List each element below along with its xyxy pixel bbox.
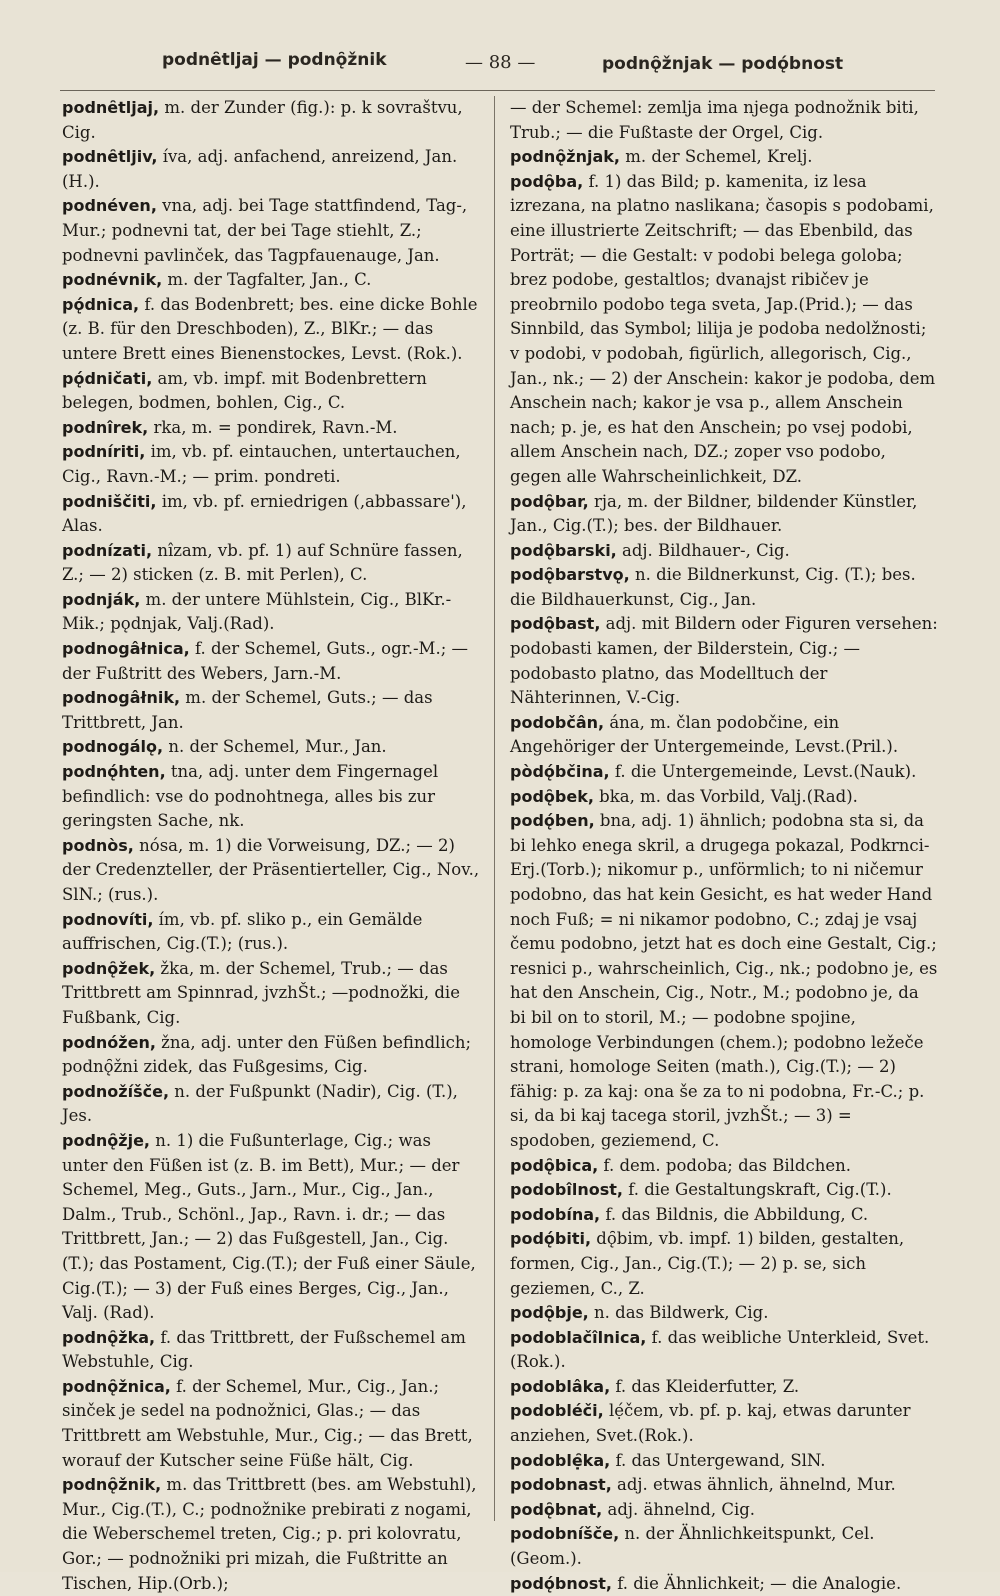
running-header bbox=[0, 50, 1000, 90]
header-rule bbox=[60, 90, 935, 91]
entry-headword: podobčân, bbox=[510, 712, 605, 732]
entry-headword: podobína, bbox=[510, 1204, 601, 1224]
dictionary-entry bbox=[62, 268, 480, 293]
entry-headword: podǫ̑bek, bbox=[510, 786, 594, 806]
entry-headword: podníriti, bbox=[62, 442, 146, 462]
entry-headword: podnǫ̑žje, bbox=[62, 1130, 151, 1150]
dictionary-entry bbox=[62, 145, 480, 194]
entry-definition: adj. etwas ähnlich, ähnelnd, Mur. bbox=[611, 1475, 896, 1495]
dictionary-entry bbox=[510, 1154, 938, 1179]
entry-headword: podnovíti, bbox=[62, 909, 154, 929]
entry-headword: podnǫ̑žnica, bbox=[62, 1376, 171, 1396]
entry-definition: žka, m. der Schemel, Trub.; — das Trittbrett am Spinnrad, jvzhŠt.; —podnožki, die Fußbank, Cig. bbox=[62, 958, 460, 1027]
entry-headword: podnǫ́hten, bbox=[62, 762, 166, 782]
entry-headword: podǫ́biti, bbox=[510, 1229, 592, 1249]
entry-headword: pòdǫ́bčina, bbox=[510, 762, 610, 782]
entry-headword: podnják, bbox=[62, 589, 141, 609]
entry-headword: podnogâłnik, bbox=[62, 688, 181, 708]
entry-definition: m. der Schemel, Krelj. bbox=[619, 147, 813, 167]
entry-definition: dǫ̑bim, vb. impf. 1) bilden, gestalten, formen, Cig., Jan., Cig.(T.); — 2) p. se, sich geziemen, C., Z. bbox=[510, 1229, 905, 1298]
entry-headword: podnǫ̑žnik, bbox=[62, 1475, 162, 1495]
entry-headword: podǫ̑ba, bbox=[510, 171, 584, 191]
dictionary-entry bbox=[510, 490, 938, 539]
entry-headword: podnîrek, bbox=[62, 417, 149, 437]
entry-definition: rka, m. = pondirek, Ravn.-M. bbox=[148, 417, 398, 437]
entry-definition: n. der Ähnlichkeitspunkt, Cel. (Geom.). bbox=[510, 1524, 875, 1569]
dictionary-entry bbox=[510, 1572, 938, 1596]
entry-headword: podobléči, bbox=[510, 1401, 604, 1421]
dictionary-entry bbox=[510, 785, 938, 810]
dictionary-entry bbox=[62, 1031, 480, 1080]
entry-headword: podoblâka, bbox=[510, 1376, 611, 1396]
dictionary-entry bbox=[510, 1227, 938, 1301]
entry-definition: f. das Kleiderfutter, Z. bbox=[610, 1376, 800, 1396]
entry-definition: m. der Zunder (fig.): p. k sovraštvu, Cig. bbox=[62, 98, 463, 142]
entry-headword: podnǫ̑žek, bbox=[62, 958, 156, 978]
dictionary-entry bbox=[510, 145, 938, 170]
entry-definition: ána, m. član podobčine, ein Angehöriger der Untergemeinde, Levst.(Pril.). bbox=[510, 712, 899, 757]
entry-definition: tna, adj. unter dem Fingernagel befindlich: vse do podnohtnega, alles bis zur geringsten Sache, nk. bbox=[62, 762, 439, 831]
dictionary-entry bbox=[62, 1326, 480, 1375]
column-divider bbox=[494, 96, 495, 1521]
dictionary-entry bbox=[62, 194, 480, 268]
dictionary-entry bbox=[510, 563, 938, 612]
header-left-guide-words: podnȇtljaj — podnǫ̑žnik bbox=[162, 50, 387, 70]
dictionary-entry bbox=[510, 1449, 938, 1474]
dictionary-entry bbox=[62, 96, 480, 145]
dictionary-entry bbox=[62, 440, 480, 489]
dictionary-entry bbox=[510, 1375, 938, 1400]
dictionary-entry bbox=[62, 735, 480, 760]
dictionary-entry bbox=[62, 908, 480, 957]
dictionary-entry bbox=[510, 96, 938, 145]
entry-headword: pǫ́dničati, bbox=[62, 368, 153, 388]
entry-definition: adj. Bildhauer-, Cig. bbox=[616, 540, 790, 560]
entry-headword: podǫ̑bnat, bbox=[510, 1499, 603, 1519]
dictionary-entry bbox=[510, 1473, 938, 1498]
entry-definition: n. der Fußpunkt (Nadir), Cig. (T.), Jes. bbox=[62, 1081, 458, 1126]
entry-headword: podnízati, bbox=[62, 540, 153, 560]
entry-definition: f. das Trittbrett, der Fußschemel am Webstuhle, Cig. bbox=[62, 1327, 466, 1372]
dictionary-entry bbox=[62, 760, 480, 834]
entry-headword: podnogâłnica, bbox=[62, 639, 190, 659]
entry-headword: podnȇtljaj, bbox=[62, 98, 160, 117]
entry-headword: podnožíšče, bbox=[62, 1081, 170, 1101]
entry-headword: podoblẹ̑ka, bbox=[510, 1450, 611, 1470]
entry-definition: m. das Trittbrett (bes. am Webstuhl), Mur., Cig.(T.), C.; podnožnike prebirati z nogami, die Weberschemel treten, Cig.; p. pri kolovratu, Gor.; — podnožniki pri mizah, die Fußtritte an Tischen, Hip.(Orb.); bbox=[62, 1475, 477, 1593]
entry-headword: podnévnik, bbox=[62, 270, 163, 290]
entry-definition: íva, adj. anfachend, anreizend, Jan. (H.). bbox=[62, 147, 458, 191]
entry-definition: f. die Untergemeinde, Levst.(Nauk). bbox=[609, 762, 917, 782]
entry-headword: podnǫ̑žka, bbox=[62, 1327, 156, 1347]
entry-headword: podobníšče, bbox=[510, 1524, 620, 1544]
entry-definition: f. die Gestaltungskraft, Cig.(T.). bbox=[622, 1180, 892, 1200]
dictionary-entry bbox=[62, 1375, 480, 1473]
entry-definition: f. die Ähnlichkeit; — die Analogie. bbox=[611, 1573, 902, 1593]
entry-definition: adj. ähnelnd, Cig. bbox=[602, 1499, 756, 1519]
entry-definition: am, vb. impf. mit Bodenbrettern belegen, bodmen, bohlen, Cig., C. bbox=[62, 368, 427, 413]
entry-headword: podnòs, bbox=[62, 835, 134, 855]
dictionary-entry bbox=[62, 293, 480, 367]
dictionary-entry bbox=[510, 1498, 938, 1523]
dictionary-entry bbox=[510, 1326, 938, 1375]
dictionary-entry bbox=[62, 1473, 480, 1596]
entry-definition: m. der untere Mühlstein, Cig., BlKr.-Mik.; pǫdnjak, Valj.(Rad). bbox=[62, 589, 452, 634]
dictionary-entry bbox=[62, 637, 480, 686]
entry-definition: rja, m. der Bildner, bildender Künstler, Jan., Cig.(T.); bes. der Bildhauer. bbox=[510, 491, 918, 536]
right-column bbox=[510, 96, 938, 1593]
entry-headword: podniščiti, bbox=[62, 491, 157, 511]
entry-definition: f. das Untergewand, SlN. bbox=[610, 1450, 826, 1470]
dictionary-entry bbox=[510, 711, 938, 760]
dictionary-entry bbox=[62, 416, 480, 441]
dictionary-entry bbox=[510, 1178, 938, 1203]
dictionary-entry bbox=[510, 612, 938, 710]
entry-headword: podǫ̑bica, bbox=[510, 1155, 599, 1175]
entry-definition: m. der Tagfalter, Jan., C. bbox=[162, 270, 372, 290]
entry-definition: — der Schemel: zemlja ima njega podnožnik biti, Trub.; — die Fußtaste der Orgel, Cig. bbox=[510, 98, 919, 142]
entry-definition: adj. mit Bildern oder Figuren versehen: podobasti kamen, der Bilderstein, Cig.; — podobasto platno, das Modelltuch der Nähterinnen, V.-Cig. bbox=[510, 614, 938, 708]
entry-headword: podnȇtljiv, bbox=[62, 147, 158, 167]
entry-definition: žna, adj. unter den Füßen befindlich; podnǫ̑žni zidek, das Fußgesims, Cig. bbox=[62, 1032, 472, 1077]
entry-headword: podoblačîlnica, bbox=[510, 1327, 647, 1347]
entry-definition: vna, adj. bei Tage stattfindend, Tag-, Mur.; podnevni tat, der bei Tage stiehlt, Z.; podnevni pavlinček, das Tagpfauenauge, Jan. bbox=[62, 196, 468, 265]
entry-definition: n. das Bildwerk, Cig. bbox=[588, 1303, 769, 1323]
entry-headword: pǫ́dnica, bbox=[62, 294, 140, 314]
entry-definition: f. der Schemel, Mur., Cig., Jan.; sinček je sedel na podnožnici, Glas.; — das Trittbrett am Webstuhle, Mur., Cig.; — das Brett, worauf der Kutscher seine Füße hält, Cig. bbox=[62, 1376, 473, 1470]
entry-definition: im, vb. pf. eintauchen, untertauchen, Cig., Ravn.-M.; — prim. pondreti. bbox=[62, 442, 461, 486]
entry-definition: f. der Schemel, Guts., ogr.-M.; — der Fußtritt des Webers, Jarn.-M. bbox=[62, 639, 469, 683]
entry-headword: podǫ́bnost, bbox=[510, 1573, 612, 1593]
dictionary-entry bbox=[62, 957, 480, 1031]
entry-definition: f. das Bildnis, die Abbildung, C. bbox=[600, 1204, 869, 1224]
entry-headword: podǫ̑bast, bbox=[510, 614, 601, 634]
entry-definition: f. dem. podoba; das Bildchen. bbox=[598, 1155, 851, 1175]
entry-headword: podǫ̑bar, bbox=[510, 491, 589, 511]
entry-definition: ím, vb. pf. sliko p., ein Gemälde auffrischen, Cig.(T.); (rus.). bbox=[62, 909, 423, 954]
dictionary-entry bbox=[62, 1129, 480, 1326]
header-right-guide-words: podnǫ̑žnjak — podǫ́bnost bbox=[602, 54, 844, 74]
dictionary-entry bbox=[510, 1399, 938, 1448]
dictionary-entry bbox=[510, 809, 938, 1153]
dictionary-entry bbox=[62, 367, 480, 416]
entry-headword: podnǫ̑žnjak, bbox=[510, 147, 620, 167]
page-number: — 88 — bbox=[465, 52, 536, 73]
entry-headword: podnóžen, bbox=[62, 1032, 156, 1052]
entry-definition: n. 1) die Fußunterlage, Cig.; was unter den Füßen ist (z. B. im Bett), Mur.; — der Schemel, Meg., Guts., Jarn., Mur., Cig., Jan., Dalm., Trub., Schönl., Jap., Ravn. i. dr.; — das Trittbrett, Jan.; — 2) das Fußgestell, Jan., Cig.(T.); das Postament, Cig.(T.); der Fuß einer Säule, Cig.(T.); — 3) der Fuß eines Berges, Cig., Jan., Valj. (Rad). bbox=[62, 1130, 476, 1323]
dictionary-entry bbox=[510, 539, 938, 564]
entry-definition: f. das weibliche Unterkleid, Svet.(Rok.). bbox=[510, 1327, 930, 1372]
entry-headword: podǫ́ben, bbox=[510, 811, 595, 831]
dictionary-entry bbox=[62, 686, 480, 735]
entry-definition: n. der Schemel, Mur., Jan. bbox=[163, 737, 387, 757]
entry-headword: podǫ̑bje, bbox=[510, 1303, 589, 1323]
entry-definition: bna, adj. 1) ähnlich; podobna sta si, da bi lehko enega skril, a drugega pokazal, Podkrnci-Erj.(Torb.); nikomur p., unförmlich; to ni ničemur podobno, das hat kein Gesicht, es hat weder Hand noch Fuß; = ni nikamor podobno, C.; zdaj je vsaj čemu podobno, jetzt hat es doch eine Gestalt, Cig.; resnici p., wahrscheinlich, Cig., nk.; podobno je, es hat den Anschein, Cig., Notr., M.; podobno je, da bi bil on to storil, M.; — podobne spojine, homologe Verbindungen (chem.); podobno ležeče strani, homologe Seiten (math.), Cig.(T.); — 2) fähig: p. za kaj: ona še za to ni podobna, Fr.-C.; p. si, da bi kaj tacega storil, jvzhŠt.; — 3) = spodoben, geziemend, C. bbox=[510, 811, 938, 1150]
entry-headword: podǫ̑barstvǫ, bbox=[510, 565, 630, 585]
entry-definition: f. 1) das Bild; p. kamenita, iz lesa izrezana, na platno naslikana; časopis s podobami, eine illustrierte Zeitschrift; — das Ebenbild, das Porträt; — die Gestalt: v podobi belega goloba; brez podobe, gestaltlos; dvanajst ribičev je preobrnilo podobo tega sveta, Jap.(Prid.); — das Sinnbild, das Symbol; lilija je podoba nedolžnosti; v podobi, v podobah, figürlich, allegorisch, Cig., Jan., nk.; — 2) der Anschein: kakor je podoba, dem Anschein nach; kakor je vsa p., allem Anschein nach; p. je, es hat den Anschein; po vsej podobi, allem Anschein nach, DZ.; zoper vso podobo, gegen alle Wahrscheinlichkeit, DZ. bbox=[510, 171, 936, 486]
dictionary-entry bbox=[62, 588, 480, 637]
entry-definition: nîzam, vb. pf. 1) auf Schnüre fassen, Z.; — 2) sticken (z. B. mit Perlen), C. bbox=[62, 540, 463, 585]
entry-definition: lẹ́čem, vb. pf. p. kaj, etwas darunter anziehen, Svet.(Rok.). bbox=[510, 1401, 911, 1446]
entry-headword: podnogálǫ, bbox=[62, 737, 164, 757]
entry-headword: podobîlnost, bbox=[510, 1180, 623, 1200]
entry-headword: podobnast, bbox=[510, 1475, 612, 1495]
dictionary-entry bbox=[510, 170, 938, 490]
entry-definition: im, vb. pf. erniedrigen (‚abbassare'), Alas. bbox=[62, 491, 467, 536]
entry-definition: bka, m. das Vorbild, Valj.(Rad). bbox=[593, 786, 858, 806]
dictionary-entry bbox=[62, 1080, 480, 1129]
entry-headword: podǫ̑barski, bbox=[510, 540, 617, 560]
entry-definition: f. das Bodenbrett; bes. eine dicke Bohle (z. B. für den Dreschboden), Z., BlKr.; — das untere Brett eines Bienenstockes, Levst. (Rok.). bbox=[62, 294, 478, 363]
dictionary-entry bbox=[510, 760, 938, 785]
dictionary-entry bbox=[62, 539, 480, 588]
entry-headword: podnéven, bbox=[62, 196, 157, 216]
dictionary-entry bbox=[62, 490, 480, 539]
entry-definition: n. die Bildnerkunst, Cig. (T.); bes. die Bildhauerkunst, Cig., Jan. bbox=[510, 565, 916, 609]
dictionary-entry bbox=[62, 834, 480, 908]
entry-definition: m. der Schemel, Guts.; — das Trittbrett, Jan. bbox=[62, 688, 433, 732]
dictionary-entry bbox=[510, 1522, 938, 1571]
entry-definition: nósa, m. 1) die Vorweisung, DZ.; — 2) der Credenzteller, der Präsentierteller, Cig., Nov., SlN.; (rus.). bbox=[62, 835, 480, 904]
dictionary-entry bbox=[510, 1203, 938, 1228]
left-column bbox=[62, 96, 480, 1593]
dictionary-entry bbox=[510, 1301, 938, 1326]
